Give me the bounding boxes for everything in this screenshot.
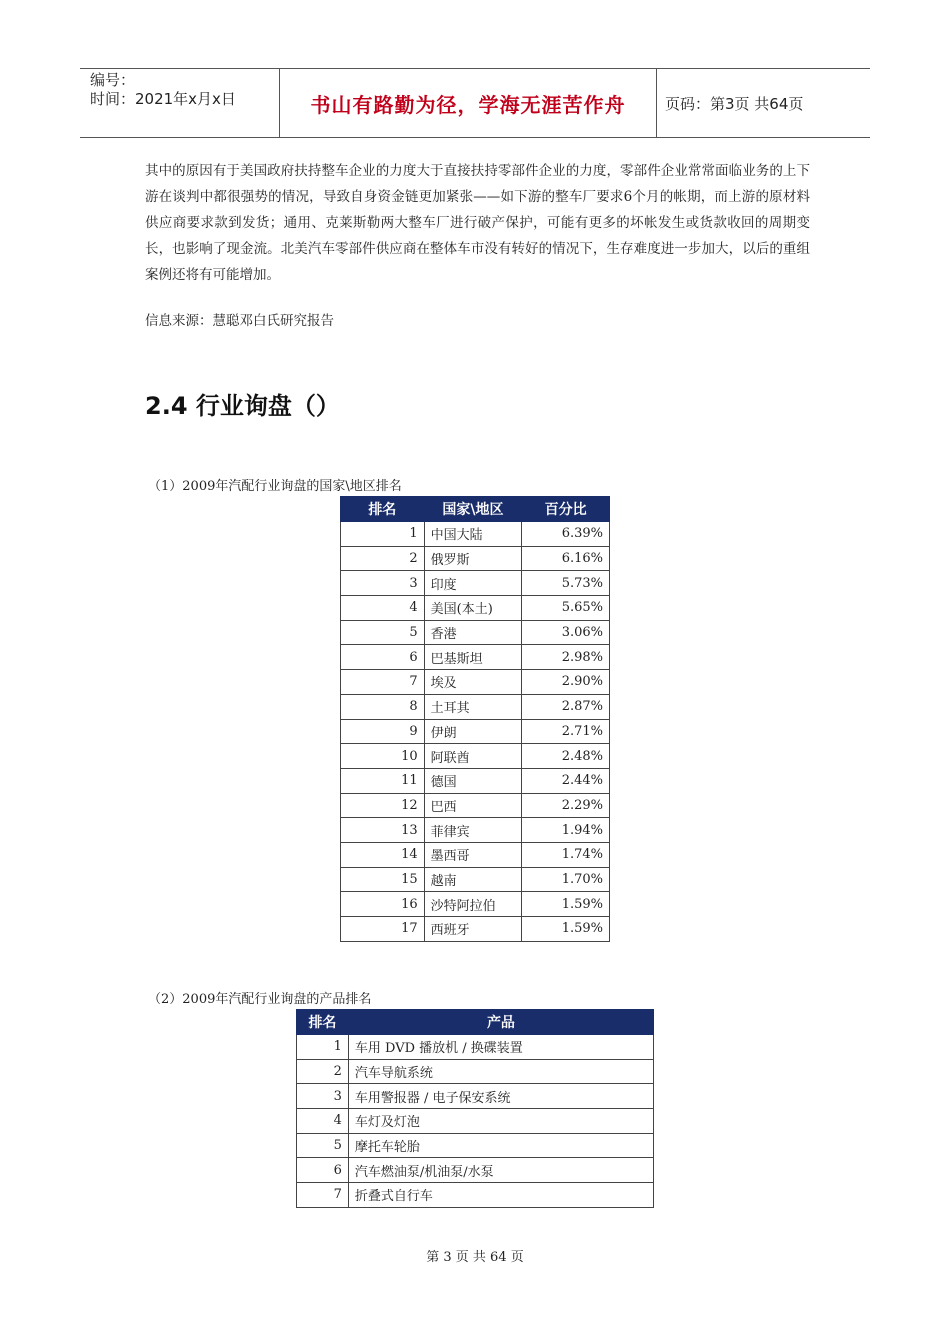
header-info [80,69,280,137]
table-row [341,793,610,818]
table-cell: 7 [297,1183,349,1208]
table-row [341,892,610,917]
table-cell: 2.48% [522,744,610,769]
table-cell: 5 [297,1133,349,1158]
column-header: 百分比 [522,497,610,522]
table-cell: 俄罗斯 [424,546,522,571]
table-cell: 埃及 [424,670,522,695]
table-cell: 汽车导航系统 [348,1059,653,1084]
table-cell: 汽车燃油泵/机油泵/水泵 [348,1158,653,1183]
table-cell: 8 [341,694,425,719]
table-row [341,818,610,843]
table-row [341,744,610,769]
table-cell: 摩托车轮胎 [348,1133,653,1158]
table-row [341,842,610,867]
table-cell: 5 [341,620,425,645]
table-cell: 车用警报器 / 电子保安系统 [348,1084,653,1109]
table-header-row [341,497,610,522]
table-row [341,768,610,793]
table-cell: 17 [341,917,425,942]
table-row [341,546,610,571]
table-cell: 2.98% [522,645,610,670]
table-header-row [297,1010,654,1035]
table-cell: 6.16% [522,546,610,571]
table-cell: 沙特阿拉伯 [424,892,522,917]
table-row [341,571,610,596]
table-cell: 3 [297,1084,349,1109]
table-row [297,1059,654,1084]
page-footer: 第 3 页 共 64 页 [426,1250,524,1265]
table-cell: 11 [341,768,425,793]
table-cell: 阿联酋 [424,744,522,769]
table-cell: 12 [341,793,425,818]
table-cell: 6.39% [522,522,610,547]
table-cell: 巴基斯坦 [424,645,522,670]
table-cell: 香港 [424,620,522,645]
table-cell: 土耳其 [424,694,522,719]
table-cell: 车灯及灯泡 [348,1109,653,1134]
column-header: 产品 [348,1010,653,1035]
section-title: 2.4 行业询盘（） [145,392,340,420]
table-cell: 折叠式自行车 [348,1183,653,1208]
table-row [297,1084,654,1109]
column-header: 排名 [341,497,425,522]
table-cell: 车用 DVD 播放机 / 换碟装置 [348,1035,653,1060]
table-row [341,645,610,670]
table-cell: 1.59% [522,892,610,917]
country-ranking-table [340,496,610,942]
table-row [341,670,610,695]
table-cell: 2.29% [522,793,610,818]
table-cell: 3 [341,571,425,596]
table-cell: 2.71% [522,719,610,744]
table-row [341,694,610,719]
column-header: 国家\地区 [424,497,522,522]
table-cell: 西班牙 [424,917,522,942]
table-cell: 菲律宾 [424,818,522,843]
column-header: 排名 [297,1010,349,1035]
table-cell: 越南 [424,867,522,892]
table-cell: 美国(本土) [424,596,522,621]
table-cell: 3.06% [522,620,610,645]
table-cell: 7 [341,670,425,695]
table-cell: 15 [341,867,425,892]
table-cell: 2.87% [522,694,610,719]
header-motto: 书山有路勤为径，学海无涯苦作舟 [280,69,657,137]
table-cell: 16 [341,892,425,917]
table-cell: 1.94% [522,818,610,843]
table-row [341,596,610,621]
table-row [297,1109,654,1134]
table-cell: 1 [341,522,425,547]
table-row [341,620,610,645]
table-cell: 2.90% [522,670,610,695]
table-cell: 13 [341,818,425,843]
table-cell: 9 [341,719,425,744]
table-cell: 1.70% [522,867,610,892]
code-label: 编号： [90,71,136,89]
table2-caption: （2）2009年汽配行业询盘的产品排名 [148,992,372,1007]
table-cell: 6 [297,1158,349,1183]
table-cell: 1.74% [522,842,610,867]
table-cell: 2.44% [522,768,610,793]
table-cell: 中国大陆 [424,522,522,547]
table-cell: 5.73% [522,571,610,596]
table-cell: 1 [297,1035,349,1060]
table-cell: 德国 [424,768,522,793]
body-paragraph: 其中的原因有于美国政府扶持整车企业的力度大于直接扶持零部件企业的力度，零部件企业常常面临业务的上下游在谈判中都很强势的情况，导致自身资金链更加紧张——如下游的整车厂要求6个月的帐期，而上游的原材料供应商要求款到发货；通用、克莱斯勒两大整车厂进行破产保护，可能有更多的坏帐发生或货款收回的周期变长，也影响了现金流。北美汽车零部件供应商在整体车市没有转好的情况下，生存难度进一步加大，以后的重组案例还将有可能增加。 [145,163,810,283]
info-source: 信息来源：慧聪邓白氏研究报告 [145,313,334,329]
table-cell: 墨西哥 [424,842,522,867]
table-row [341,719,610,744]
table-cell: 印度 [424,571,522,596]
table-cell: 5.65% [522,596,610,621]
table-cell: 6 [341,645,425,670]
table-row [297,1158,654,1183]
table-cell: 1.59% [522,917,610,942]
table-row [297,1133,654,1158]
table-cell: 伊朗 [424,719,522,744]
table-cell: 巴西 [424,793,522,818]
product-ranking-table [296,1009,654,1208]
time-label: 时间：2021年x月x日 [90,90,236,108]
table-row [341,917,610,942]
table-cell: 2 [341,546,425,571]
table-cell: 10 [341,744,425,769]
table-cell: 14 [341,842,425,867]
table1-caption: （1）2009年汽配行业询盘的国家\地区排名 [148,479,402,494]
table-row [341,522,610,547]
table-cell: 4 [297,1109,349,1134]
header-page-label: 页码：第3页 共64页 [665,94,804,113]
page-header [80,68,870,138]
table-row [297,1035,654,1060]
table-row [341,867,610,892]
table-cell: 2 [297,1059,349,1084]
table-cell: 4 [341,596,425,621]
table-row [297,1183,654,1208]
